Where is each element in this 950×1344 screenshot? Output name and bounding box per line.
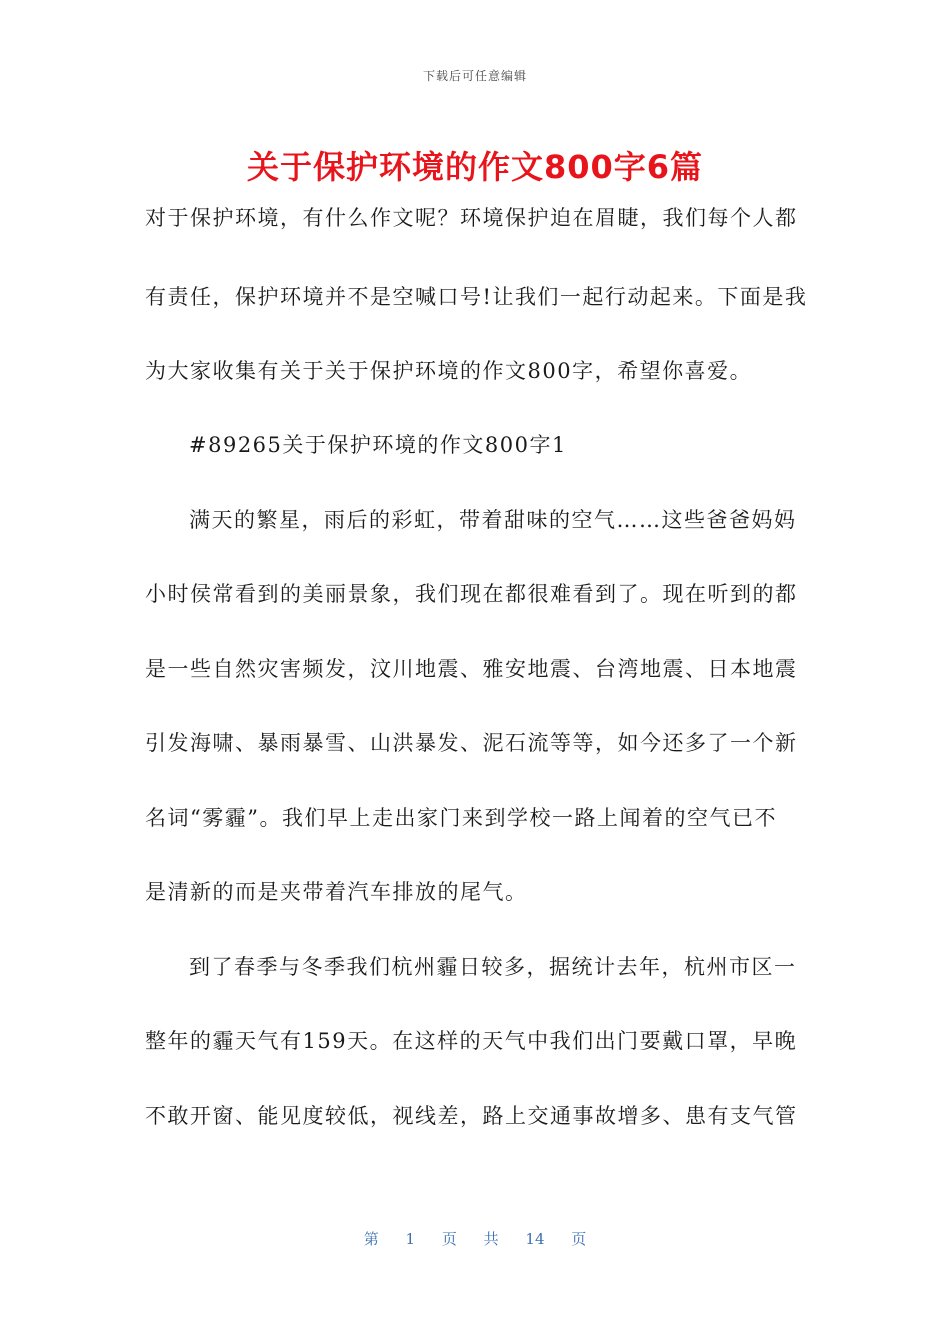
page-footer bbox=[0, 1228, 950, 1249]
text-line: 不敢开窗、能见度较低，视线差，路上交通事故增多、患有支气管 bbox=[145, 1104, 798, 1128]
total-label: 共 bbox=[483, 1230, 499, 1248]
section-heading: #89265关于保护环境的作文800字1 bbox=[189, 433, 567, 457]
text-line: 为大家收集有关于关于保护环境的作文800字，希望你喜爱。 bbox=[145, 359, 753, 383]
total-unit: 页 bbox=[571, 1230, 587, 1248]
text-line: 满天的繁星，雨后的彩虹，带着甜味的空气……这些爸爸妈妈 bbox=[189, 508, 797, 532]
page-label: 第 bbox=[363, 1230, 379, 1248]
page-number: 1 bbox=[405, 1230, 416, 1248]
header-note: 下载后可任意编辑 bbox=[422, 69, 527, 83]
document-title: 关于保护环境的作文800字6篇 bbox=[246, 148, 704, 186]
text-line: 是清新的而是夹带着汽车排放的尾气。 bbox=[145, 880, 528, 904]
text-line: 引发海啸、暴雨暴雪、山洪暴发、泥石流等等，如今还多了一个新 bbox=[145, 731, 798, 755]
text-line: 名词“雾霾”。我们早上走出家门来到学校一路上闻着的空气已不 bbox=[145, 806, 777, 830]
text-line: 整年的霾天气有159天。在这样的天气中我们出门要戴口罩，早晚 bbox=[145, 1029, 798, 1053]
text-line: 到了春季与冬季我们杭州霾日较多，据统计去年，杭州市区一 bbox=[189, 955, 797, 979]
text-line: 是一些自然灾害频发，汶川地震、雅安地震、台湾地震、日本地震 bbox=[145, 657, 798, 681]
text-line: 有责任，保护环境并不是空喊口号!让我们一起行动起来。下面是我 bbox=[145, 285, 808, 309]
text-line: 对于保护环境，有什么作文呢？环境保护迫在眉睫，我们每个人都 bbox=[145, 206, 798, 230]
page-unit: 页 bbox=[441, 1230, 457, 1248]
text-line: 小时侯常看到的美丽景象，我们现在都很难看到了。现在听到的都 bbox=[145, 582, 798, 606]
total-pages: 14 bbox=[525, 1230, 545, 1248]
